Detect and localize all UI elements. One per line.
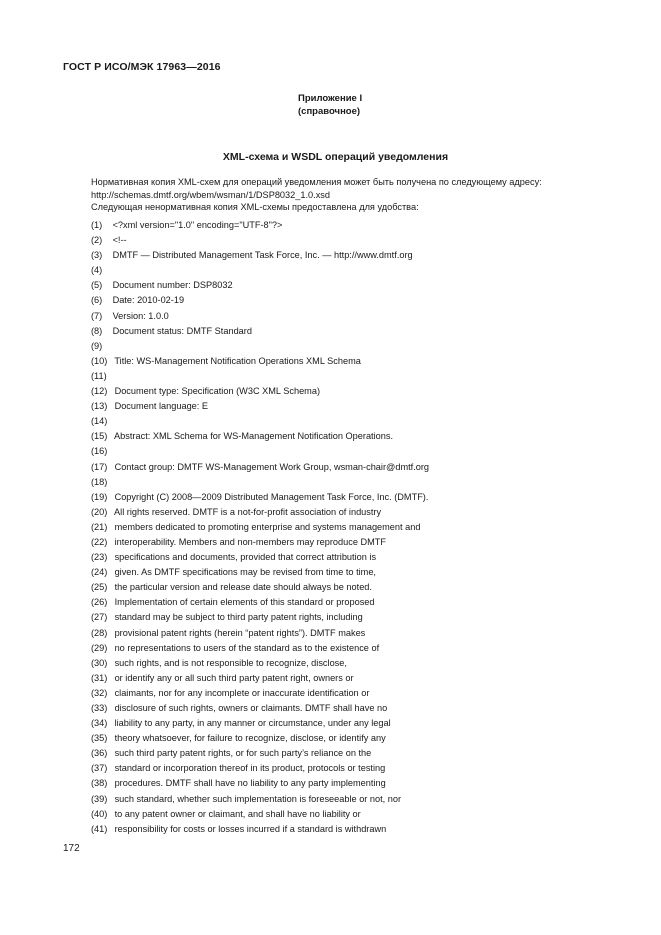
line-number: (39) (91, 793, 108, 804)
annex-note: (справочное) (298, 106, 361, 117)
line-number: (2) (91, 235, 103, 246)
listing-line (91, 776, 611, 791)
page-number: 172 (63, 843, 80, 854)
line-text: Abstract: XML Schema for WS-Management Notification Operations. (114, 431, 394, 442)
line-text: Title: WS-Management Notification Operations XML Schema (114, 355, 361, 366)
listing-line (91, 671, 611, 686)
listing-line (91, 490, 611, 505)
line-number: (20) (91, 506, 108, 517)
listing-line (91, 324, 611, 339)
line-number: (25) (91, 582, 108, 593)
listing-line (91, 701, 611, 716)
listing-line (91, 354, 611, 369)
line-text: given. As DMTF specifications may be revised from time to time, (114, 567, 376, 578)
section-title: XML-схема и WSDL операций уведомления (222, 151, 449, 163)
line-number: (31) (91, 672, 108, 683)
listing-line (91, 641, 611, 656)
line-text: Document status: DMTF Standard (112, 325, 252, 336)
intro-line: Следующая ненормативная копия XML-схемы предоставлена для удобства: (91, 202, 419, 212)
listing-line (91, 656, 611, 671)
line-number: (5) (91, 280, 103, 291)
line-text: to any patent owner or claimant, and shall have no liability or (114, 808, 361, 819)
line-text: Copyright (C) 2008—2009 Distributed Management Task Force, Inc. (DMTF). (114, 491, 429, 502)
line-number: (28) (91, 627, 108, 638)
line-number: (15) (91, 431, 108, 442)
listing-line (91, 263, 611, 278)
listing-line (91, 369, 611, 384)
line-text: specifications and documents, provided that correct attribution is (114, 552, 377, 563)
intro-url: http://schemas.dmtf.org/wbem/wsman/1/DSP8032_1.0.xsd (91, 189, 330, 200)
line-text: the particular version and release date should always be noted. (114, 582, 372, 593)
listing-line (91, 792, 611, 807)
line-number: (32) (91, 687, 108, 698)
line-text: theory whatsoever, for failure to recognize, disclose, or identify any (114, 733, 386, 744)
line-number: (22) (91, 536, 108, 547)
line-text: Document number: DSP8032 (112, 280, 233, 291)
line-text: Date: 2010-02-19 (112, 295, 185, 306)
listing-line (91, 444, 611, 459)
line-text: liability to any party, in any manner or circumstance, under any legal (114, 718, 391, 729)
line-number: (23) (91, 552, 108, 563)
line-text: disclosure of such rights, owners or claimants. DMTF shall have no (114, 703, 388, 713)
line-number: (7) (91, 310, 103, 321)
line-number: (40) (91, 808, 108, 819)
code-listing (91, 218, 611, 837)
listing-line (91, 475, 611, 490)
listing-line (91, 384, 611, 399)
line-number: (13) (91, 401, 108, 412)
listing-line (91, 399, 611, 414)
line-number: (21) (91, 521, 108, 532)
annex-title: Приложение I (298, 93, 363, 104)
listing-line (91, 429, 611, 444)
listing-line (91, 807, 611, 822)
line-number: (37) (91, 763, 108, 774)
line-number: (27) (91, 612, 108, 623)
listing-line (91, 565, 611, 580)
line-number: (35) (91, 733, 108, 744)
line-text: claimants, nor for any incomplete or inaccurate identification or (114, 687, 370, 698)
listing-line (91, 460, 611, 475)
line-text: such rights, and is not responsible to recognize, disclose, (114, 657, 347, 668)
line-number: (24) (91, 567, 108, 578)
line-text: DMTF — Distributed Management Task Force, Inc. — http://www.dmtf.org (112, 250, 413, 261)
listing-line (91, 293, 611, 308)
line-text: <?xml version="1.0" encoding="UTF-8"?> (112, 220, 283, 230)
line-text: Contact group: DMTF WS-Management Work Group, wsman-chair@dmtf.org (114, 461, 430, 472)
line-number: (10) (91, 355, 108, 366)
listing-line (91, 595, 611, 610)
line-text: Version: 1.0.0 (112, 310, 169, 321)
line-text: provisional patent rights (herein “patent rights”). DMTF makes (114, 627, 366, 638)
line-number: (3) (91, 250, 103, 261)
line-number: (4) (91, 265, 103, 276)
line-number: (30) (91, 657, 108, 668)
line-number: (1) (91, 220, 103, 230)
listing-line (91, 716, 611, 731)
line-number: (41) (91, 823, 108, 834)
listing-line (91, 686, 611, 701)
listing-line (91, 761, 611, 776)
line-number: (38) (91, 778, 108, 789)
line-number: (6) (91, 295, 103, 306)
line-text: standard may be subject to third party patent rights, including (114, 612, 363, 623)
line-number: (8) (91, 325, 103, 336)
line-text: Implementation of certain elements of this standard or proposed (114, 597, 375, 608)
line-text: no representations to users of the standard as to the existence of (114, 642, 380, 653)
listing-line (91, 218, 611, 233)
line-text: members dedicated to promoting enterprise and systems management and (114, 521, 421, 532)
line-text: All rights reserved. DMTF is a not-for-profit association of industry (114, 506, 382, 517)
line-number: (14) (91, 416, 108, 427)
line-text: responsibility for costs or losses incurred if a standard is withdrawn (114, 823, 387, 834)
line-text: such standard, whether such implementation is foreseeable or not, nor (114, 793, 402, 804)
listing-line (91, 505, 611, 520)
line-number: (11) (91, 370, 107, 381)
listing-line (91, 248, 611, 263)
listing-line (91, 278, 611, 293)
line-number: (9) (91, 340, 103, 351)
line-number: (29) (91, 642, 108, 653)
listing-line (91, 731, 611, 746)
listing-line (91, 309, 611, 324)
line-number: (17) (91, 461, 108, 472)
line-number: (16) (91, 446, 108, 457)
listing-line (91, 610, 611, 625)
listing-line (91, 550, 611, 565)
intro-line: Нормативная копия XML-схем для операций уведомления может быть получена по следующему адресу: (91, 177, 542, 187)
line-text: procedures. DMTF shall have no liability to any party implementing (114, 778, 386, 789)
listing-line (91, 414, 611, 429)
listing-line (91, 233, 611, 248)
line-number: (36) (91, 748, 108, 759)
line-text: Document type: Specification (W3C XML Schema) (114, 386, 320, 397)
listing-line (91, 822, 611, 837)
line-number: (33) (91, 703, 108, 713)
listing-line (91, 535, 611, 550)
listing-line (91, 580, 611, 595)
line-text: or identify any or all such third party patent right, owners or (114, 672, 354, 683)
line-text: such third party patent rights, or for such party’s reliance on the (114, 748, 372, 759)
standard-header: ГОСТ Р ИСО/МЭК 17963—2016 (63, 61, 221, 73)
listing-line (91, 746, 611, 761)
line-text: Document language: E (114, 401, 209, 412)
line-text: <!-- (112, 235, 127, 246)
line-text: standard or incorporation thereof in its product, protocols or testing (114, 763, 386, 774)
listing-line (91, 626, 611, 641)
line-number: (12) (91, 386, 108, 397)
annex-heading (298, 92, 362, 118)
listing-line (91, 520, 611, 535)
line-number: (18) (91, 476, 108, 487)
listing-line (91, 339, 611, 354)
intro-paragraph (91, 176, 611, 214)
line-text: interoperability. Members and non-members may reproduce DMTF (114, 536, 387, 547)
line-number: (26) (91, 597, 108, 608)
line-number: (34) (91, 718, 108, 729)
line-number: (19) (91, 491, 108, 502)
